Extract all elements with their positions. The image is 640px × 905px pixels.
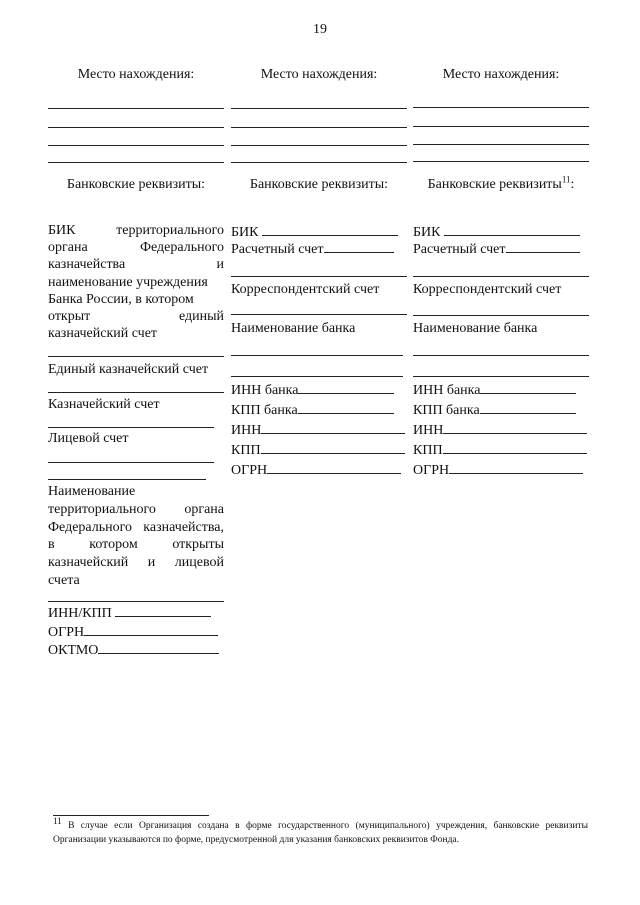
col1-bik-label: БИК — [48, 223, 76, 238]
col1-bik-line — [48, 222, 224, 240]
col3-correspondent-line[interactable] — [413, 315, 589, 316]
col1-oktmo-field[interactable] — [98, 640, 219, 654]
col3-bank-inn-label: ИНН банка — [413, 383, 481, 398]
col1-bik-line — [48, 308, 224, 326]
col2-kpp-field[interactable] — [261, 440, 405, 454]
col3-bik-label: БИК — [413, 225, 441, 240]
col2-inn-label: ИНН — [231, 423, 262, 438]
col1-name-title: Наименование территориального органа Федерального казначейства, в котором открыты казначейский и лицевой счета — [48, 484, 224, 588]
col1-bik-word: открыт — [48, 309, 91, 324]
col3-settlement-label: Расчетный счет — [413, 242, 506, 257]
col1-single-treasury-line[interactable] — [48, 392, 224, 393]
col1-bik-line — [48, 256, 224, 274]
col1-name-line[interactable] — [48, 601, 224, 602]
col3-bank-kpp-row — [413, 400, 576, 420]
footnote — [53, 815, 588, 847]
col3-bank-name: Наименование банка — [413, 321, 538, 336]
col1-personal-line[interactable] — [48, 462, 214, 463]
col2-correspondent-account: Корреспондентский счет — [231, 282, 380, 297]
col3-correspondent-account: Корреспондентский счет — [413, 282, 562, 297]
bank-details-heading-3 — [413, 176, 589, 194]
col1-bik-line: Банка России, в котором — [48, 292, 194, 307]
location-line — [413, 161, 589, 162]
location-line — [231, 108, 407, 109]
footnote-separator — [53, 815, 209, 816]
col1-ogrn-row — [48, 622, 224, 642]
location-heading-3: Место нахождения: — [442, 67, 560, 82]
location-line — [413, 107, 589, 108]
col2-correspondent-line[interactable] — [231, 314, 407, 315]
col1-bik-word: Федерального — [139, 240, 224, 255]
col1-bik-word: единый — [178, 309, 224, 324]
col3-inn-label: ИНН — [413, 423, 444, 438]
col1-bik-word: органа — [48, 240, 88, 255]
heading-colon: : — [570, 177, 575, 192]
col2-bank-name-line-2[interactable] — [231, 376, 403, 377]
location-line — [48, 108, 224, 109]
col3-ogrn-row — [413, 460, 583, 480]
location-line — [231, 145, 407, 146]
col3-bank-name-line[interactable] — [413, 355, 589, 356]
col3-settlement-field[interactable] — [506, 239, 580, 253]
col1-bik-field-line[interactable] — [48, 356, 224, 357]
bank-details-heading-1: Банковские реквизиты: — [66, 177, 206, 192]
page-number: 19 — [313, 22, 327, 37]
location-line — [231, 162, 407, 163]
col2-inn-field[interactable] — [261, 420, 405, 434]
col2-ogrn-row — [231, 460, 401, 480]
col3-bank-kpp-field[interactable] — [480, 400, 576, 414]
col3-kpp-row — [413, 440, 587, 460]
col3-ogrn-label: ОГРН — [413, 463, 450, 478]
col1-oktmo-label: ОКТМО — [48, 643, 99, 658]
col1-treasury-line[interactable] — [48, 427, 214, 428]
col1-inn-kpp-row — [48, 603, 224, 623]
col1-personal-line-2[interactable] — [48, 479, 206, 480]
col3-settlement-row — [413, 239, 580, 259]
col1-bik-line: наименование учреждения — [48, 275, 208, 290]
bank-details-heading-2: Банковские реквизиты: — [249, 177, 389, 192]
col1-ogrn-field[interactable] — [84, 622, 218, 636]
col1-bik-line: казначейский счет — [48, 326, 158, 341]
col3-ogrn-field[interactable] — [449, 460, 583, 474]
col3-bank-name-line-2[interactable] — [413, 376, 589, 377]
col3-kpp-field[interactable] — [443, 440, 587, 454]
col2-bank-kpp-field[interactable] — [298, 400, 394, 414]
col2-bank-name: Наименование банка — [231, 321, 356, 336]
col1-oktmo-row — [48, 640, 224, 660]
location-line — [413, 144, 589, 145]
footnote-mark: 11 — [53, 815, 62, 826]
col3-bank-inn-field[interactable] — [480, 380, 576, 394]
col2-bik-field[interactable] — [262, 222, 398, 236]
location-heading-1: Место нахождения: — [77, 67, 195, 82]
col1-treasury-account: Казначейский счет — [48, 397, 160, 412]
col2-settlement-line-2[interactable] — [231, 276, 407, 277]
location-line — [231, 127, 407, 128]
location-line — [48, 145, 224, 146]
col2-bank-inn-row — [231, 380, 394, 400]
col1-ogrn-label: ОГРН — [48, 625, 85, 640]
col2-settlement-field[interactable] — [324, 239, 394, 253]
col1-bik-word: и — [216, 257, 224, 272]
col3-bank-inn-row — [413, 380, 576, 400]
footnote-ref: 11 — [561, 174, 571, 185]
col2-ogrn-field[interactable] — [267, 460, 401, 474]
col3-inn-field[interactable] — [443, 420, 587, 434]
col2-bank-inn-field[interactable] — [298, 380, 394, 394]
col1-inn-kpp-label: ИНН/КПП — [48, 606, 112, 621]
col2-bik-label: БИК — [231, 225, 259, 240]
col2-settlement-row — [231, 239, 394, 259]
col1-inn-kpp-field[interactable] — [115, 603, 211, 617]
col2-bank-name-line[interactable] — [231, 355, 403, 356]
col3-bank-kpp-label: КПП банка — [413, 403, 480, 418]
col2-ogrn-label: ОГРН — [231, 463, 268, 478]
col2-settlement-label: Расчетный счет — [231, 242, 324, 257]
col1-single-treasury-account: Единый казначейский счет — [48, 362, 209, 377]
col2-bank-kpp-row — [231, 400, 394, 420]
col1-bik-line — [48, 239, 224, 257]
col3-kpp-label: КПП — [413, 443, 443, 458]
col2-bank-inn-label: ИНН банка — [231, 383, 299, 398]
col1-personal-account: Лицевой счет — [48, 431, 129, 446]
bank-details-label: Банковские реквизиты — [427, 177, 562, 192]
col1-bik-word: казначейства — [48, 257, 126, 272]
col3-inn-row — [413, 420, 587, 440]
col1-bik-word: территориального — [116, 223, 224, 238]
location-heading-2: Место нахождения: — [260, 67, 378, 82]
location-line — [413, 126, 589, 127]
footnote-text: В случае если Организация создана в форме государственного (муниципального) учреждения, банковские реквизиты Организации указываются по форме, предусмотренной для указания банковских реквизитов Фонда. — [53, 821, 588, 845]
col3-bik-field[interactable] — [444, 222, 580, 236]
col2-bank-kpp-label: КПП банка — [231, 403, 298, 418]
col3-settlement-line-2[interactable] — [413, 276, 589, 277]
col2-kpp-label: КПП — [231, 443, 261, 458]
location-line — [48, 127, 224, 128]
col2-kpp-row — [231, 440, 405, 460]
col2-inn-row — [231, 420, 405, 440]
location-line — [48, 162, 224, 163]
